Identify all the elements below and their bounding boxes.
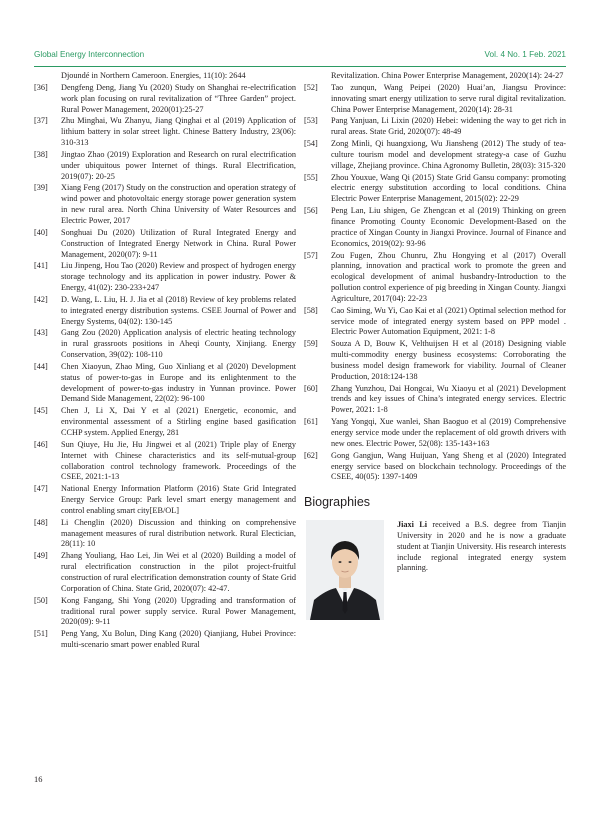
reference-item	[34, 116, 296, 149]
reference-number: [43]	[34, 328, 48, 338]
reference-number: [60]	[304, 383, 318, 393]
reference-item	[34, 362, 296, 405]
reference-number: [50]	[34, 595, 48, 605]
reference-item	[34, 183, 296, 226]
reference-item	[34, 551, 296, 594]
reference-text: Xiang Feng (2017) Study on the construction and operation strategy of wind power and photovoltaic energy storage power generation system in new rural area. North China University of Water Resources and Electric Power, 2017	[61, 183, 296, 225]
reference-item	[34, 629, 296, 651]
reference-text: Dengfeng Deng, Jiang Yu (2020) Study on Shanghai re-electrification work plan focusing on rural revitalization of “Three Garden” project. Rural Power Management, 2020(01):25-27	[61, 82, 296, 114]
journal-title: Global Energy Interconnection	[34, 50, 145, 59]
reference-item	[34, 518, 296, 551]
reference-text: Peng Yang, Xu Bolun, Ding Kang (2020) Qianjiang, Hubei Province: multi-scenario smart power enabled Rural	[61, 629, 296, 650]
reference-number: [46]	[34, 439, 48, 449]
reference-number: [53]	[304, 116, 318, 126]
running-header	[34, 50, 566, 64]
reference-text: Djoundé in Northern Cameroon. Energies, 11(10): 2644	[61, 71, 246, 80]
reference-number: [48]	[34, 517, 48, 527]
reference-number: [51]	[34, 629, 48, 639]
reference-item	[34, 328, 296, 361]
header-rule	[34, 66, 566, 67]
reference-item	[304, 251, 566, 305]
reference-text: Songhuai Du (2020) Utilization of Rural Integrated Energy and Construction of Integrated Energy Network in China. Rural Power Management, 2020(07): 9-11	[61, 227, 296, 259]
reference-item	[34, 295, 296, 328]
reference-item	[304, 173, 566, 206]
reference-text: Tao zunqun, Wang Peipei (2020) Huai’an, Jiangsu Province: innovating smart energy utilization to serve rural digital revitalization. China Power Enterprise Management, 2020(14): 28-31	[331, 82, 566, 114]
reference-text: Liu Jinpeng, Hou Tao (2020) Review and prospect of hydrogen energy storage technology and its application in power industry. Power & Energy, 41(02): 230-233+247	[61, 261, 296, 293]
reference-number: [44]	[34, 361, 48, 371]
reference-item	[304, 139, 566, 172]
reference-number: [57]	[304, 250, 318, 260]
biographies-heading: Biographies	[304, 495, 371, 510]
reference-number: [52]	[304, 82, 318, 92]
reference-item	[34, 261, 296, 294]
author-name: Jiaxi Li	[397, 520, 428, 530]
reference-number: [62]	[304, 450, 318, 460]
reference-item	[304, 206, 566, 249]
reference-number: [61]	[304, 417, 318, 427]
issue-info: Vol. 4 No. 1 Feb. 2021	[484, 50, 566, 59]
reference-continuation	[34, 71, 296, 82]
reference-item	[34, 83, 296, 116]
reference-text: National Energy Information Platform (2016) State Grid Integrated Energy Service Group: Park level smart energy management and control enabling smart city[EB/OL]	[61, 484, 296, 515]
reference-item	[34, 406, 296, 439]
reference-item	[34, 596, 296, 629]
reference-text: Kong Fangang, Shi Yong (2020) Upgrading and transformation of traditional rural power supply service. Rural Power Management, 2020(09): 9-11	[61, 595, 296, 627]
reference-text: Gang Zou (2020) Application analysis of electric heating technology in rural grassroots positions in Aheqi County, Xinjiang. Energy Conservation, 39(02): 108-110	[61, 328, 296, 360]
reference-text: Zou Fugen, Zhou Chunru, Zhu Hongying et al (2017) Overall planning, innovation and practical work to promote the green and ecological development of animal husbandry-Introduction to the pollution control experience of pig breeding in Xingan County. Jiangxi Agriculture, 2017(04): 22-23	[331, 250, 566, 303]
reference-text: Jingtao Zhao (2019) Exploration and Research on rural electrification under ubiquitous power Internet of things. Rural Electrification, 2019(07): 20-25	[61, 149, 296, 181]
reference-item	[304, 417, 566, 450]
reference-number: [47]	[34, 484, 48, 494]
reference-text: Sun Qiuye, Hu Jie, Hu Jingwei et al (2021) Triple play of Energy Internet with Chinese characteristics and its self-mutual-group collaboration control technology framework. Proceedings of the CSEE, 2021:1-13	[61, 439, 296, 482]
reference-number: [59]	[304, 339, 318, 349]
reference-number: [38]	[34, 149, 48, 159]
right-reference-list	[304, 71, 566, 483]
author-bio: received a B.S. degree from Tianjin University in 2020 and he is now a graduate student at Tianjin University. His research interests include regional integrated energy system planning.	[397, 520, 566, 573]
reference-text: Pang Yanjuan, Li Lixin (2020) Hebei: widening the way to get rich in rural areas. State Grid, 2020(07): 48-49	[331, 116, 566, 137]
reference-item	[304, 83, 566, 116]
reference-number: [42]	[34, 294, 48, 304]
reference-text: Li Chenglin (2020) Discussion and thinking on comprehensive management measures of rural distribution network. Rural Electician, 28(11): 10	[61, 517, 296, 549]
reference-item	[34, 484, 296, 517]
reference-number: [36]	[34, 82, 48, 92]
reference-text: Gong Gangjun, Wang Huijuan, Yang Sheng et al (2020) Integrated energy service based on blockchain technology. Proceedings of the CSEE, 40(05): 1397-1409	[331, 450, 566, 482]
reference-text: Zhu Minghai, Wu Zhanyu, Jiang Qinghai et al (2019) Application of lithium battery in solar street light. Chinese Battery Industry, 23(06): 310-313	[61, 116, 296, 148]
reference-text: Zhou Youxue, Wang Qi (2015) State Grid Gansu company: promoting electric energy substitution according to local conditions. China Electric Power Enterprise Management, 2015(02): 22-29	[331, 172, 566, 204]
reference-item	[34, 150, 296, 183]
left-reference-column	[34, 71, 296, 652]
reference-item	[304, 306, 566, 339]
reference-number: [54]	[304, 139, 318, 149]
reference-text: D. Wang, L. Liu, H. J. Jia et al (2018) Review of key problems related to integrated energy distribution systems. CSEE Journal of Power and Energy Systems, 04(02): 130-145	[61, 294, 296, 326]
reference-number: [45]	[34, 406, 48, 416]
reference-number: [39]	[34, 183, 48, 193]
reference-item	[34, 228, 296, 261]
reference-text: Zong Minli, Qi huangxiong, Wu Jiansheng (2012) The study of tea-culture tourism model and development strategy-a case of Guzhu village, Zhejiang province. China Agronomy Bulletin, 28(03): 315-320	[331, 139, 566, 170]
page-number: 16	[34, 775, 43, 784]
reference-number: [41]	[34, 261, 48, 271]
reference-item	[304, 116, 566, 138]
reference-text: Chen J, Li X, Dai Y et al (2021) Energetic, economic, and environmental assessment of a Stirling engine based gasification CCHP system. Applied Energy, 281	[61, 406, 296, 437]
reference-text: Zhang Youliang, Hao Lei, Jin Wei et al (2020) Building a model of rural electrification construction in the pilot project-fruitful construction of rural electrification demonstration county of State Grid Corporation of China. State Grid, 2020(07): 42-47.	[61, 551, 296, 593]
reference-text: Chen Xiaoyun, Zhao Ming, Guo Xinliang et al (2020) Development status of power-to-gas in Europe and its enlightenment to the development of power-to-gas industry in Yunnan province. Power Demand Side Management, 22(02): 96-100	[61, 361, 296, 404]
reference-number: [49]	[34, 551, 48, 561]
reference-item	[304, 451, 566, 484]
reference-text: Zhang Yunzhou, Dai Hongcai, Wu Xiaoyu et al (2021) Development trends and key issues of China’s integrated energy services. Electric Power, 2021: 1-8	[331, 383, 566, 415]
reference-number: [58]	[304, 305, 318, 315]
reference-text: Cao Siming, Wu Yi, Cao Kai et al (2021) Optimal selection method for service mode of integrated energy system based on PPP model . Electric Power Automation Equipment, 2021: 1-8	[331, 305, 566, 337]
reference-number: [56]	[304, 206, 318, 216]
biography-text	[397, 520, 566, 574]
reference-text: Yang Yongqi, Xue wanlei, Shan Baoguo et al (2019) Comprehensive energy service mode under the replacement of old growth drivers with new ones. Electric Power, 52(08): 135-143+163	[331, 417, 566, 448]
right-column	[304, 71, 566, 640]
reference-continuation	[304, 71, 566, 82]
reference-text: Souza A D, Bouw K, Velthuijsen H et al (2018) Designing viable multi-commodity energy business ecosystems: Corroborating the business model design framework for viability. Journal of Cleaner Production, 2018:124-138	[331, 339, 566, 381]
reference-item	[304, 384, 566, 417]
reference-item	[304, 339, 566, 382]
reference-number: [40]	[34, 227, 48, 237]
author-photo	[306, 520, 384, 620]
author-portrait-image	[306, 520, 384, 620]
reference-number: [37]	[34, 116, 48, 126]
reference-text: Peng Lan, Liu shigen, Ge Zhengcan et al (2019) Thinking on green finance Promoting County Economic Development-Based on the practice of Xingan County in Jiangxi Province. Journal of Finance and Economics, 2019(02): 93-96	[331, 206, 566, 248]
reference-text: Revitalization. China Power Enterprise Management, 2020(14): 24-27	[331, 71, 564, 80]
reference-number: [55]	[304, 172, 318, 182]
biography-entry	[304, 520, 566, 640]
reference-item	[34, 440, 296, 483]
